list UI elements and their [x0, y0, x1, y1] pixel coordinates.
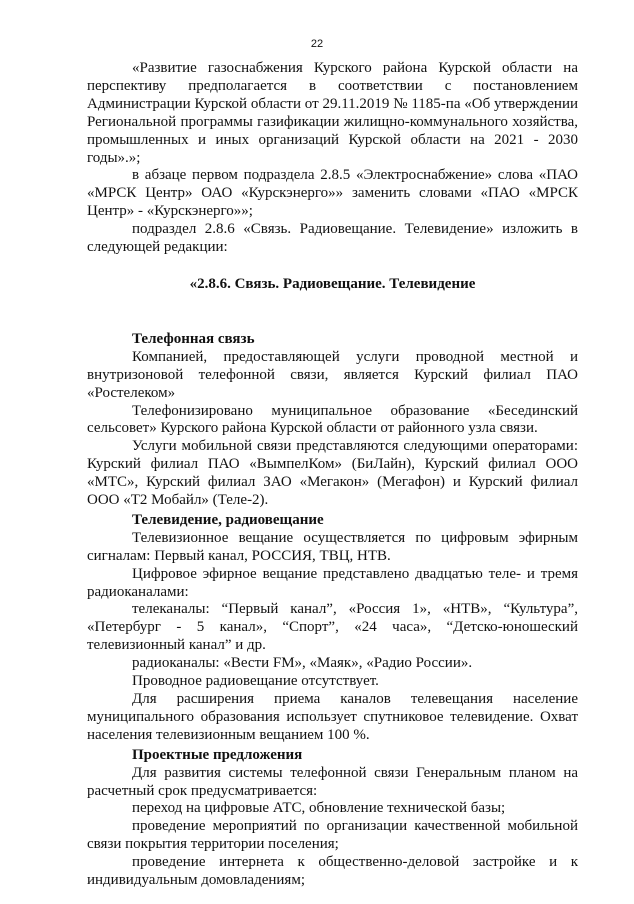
paragraph-telephonization: Телефонизировано муниципальное образование «Бесединский сельсовет» Курского района Курской области от районного узла связи.	[87, 402, 578, 437]
paragraph-wired-radio: Проводное радиовещание отсутствует.	[132, 673, 379, 690]
paragraph-digital-ats: переход на цифровые АТС, обновление технической базы;	[132, 800, 506, 817]
paragraph-mobile-operators: Услуги мобильной связи представляются следующими операторами: Курский филиал ПАО «ВымпелКом» (БиЛайн), Курский филиал ООО «МТС», Курский филиал ЗАО «Мегакон» (Мегафон) и Курский филиал ООО «Т2 Мобайл» (Теле-2).	[87, 438, 578, 509]
heading-proposals: Проектные предложения	[132, 746, 303, 763]
paragraph-communications-intro: подраздел 2.8.6 «Связь. Радиовещание. Телевидение» изложить в следующей редакции:	[87, 221, 578, 256]
paragraph-internet: проведение интернета к общественно-деловой застройке и к индивидуальным домовладениям;	[87, 854, 578, 889]
paragraph-tv-channels: телеканалы: “Первый канал”, «Россия 1», «НТВ», “Культура”, «Петербург - 5 канал», “Спорт”, «24 часа», “Детско-юношеский телевизионный канал” и др.	[87, 601, 578, 654]
document-body	[87, 60, 578, 890]
paragraph-electricity-amendment: в абзаце первом подраздела 2.8.5 «Электроснабжение» слова «ПАО «МРСК Центр» ОАО «Курскэнерго»» заменить словами «ПАО «МРСК Центр» - «Курскэнерго»»;	[87, 167, 578, 220]
paragraph-mobile-coverage: проведение мероприятий по организации качественной мобильной связи покрытия территории поселения;	[87, 818, 578, 853]
paragraph-tv-broadcast: Телевизионное вещание осуществляется по цифровым эфирным сигналам: Первый канал, РОССИЯ, ТВЦ, НТВ.	[87, 529, 578, 564]
page-number: 22	[310, 38, 324, 50]
section-title: «2.8.6. Связь. Радиовещание. Телевидение	[189, 275, 476, 292]
paragraph-digital-broadcast: Цифровое эфирное вещание представлено двадцатью теле- и тремя радиоканалами:	[87, 565, 578, 600]
paragraph-satellite-tv: Для расширения приема каналов телевещания население муниципального образования использует спутниковое телевидение. Охват населения телевизионным вещанием 100 %.	[87, 691, 578, 743]
paragraph-gas-development: «Развитие газоснабжения Курского района Курской области на перспективу предполагается в соответствии с постановлением Администрации Курской области от 29.11.2019 № 1185-па «Об утверждении Региональной программы газификации жилищно-коммунального хозяйства, промышленных и иных организаций Курской области на 2021 - 2030 годы».»;	[87, 60, 578, 166]
paragraph-radio-channels: радиоканалы: «Вести FM», «Маяк», «Радио России».	[132, 655, 473, 672]
heading-tv-radio: Телевидение, радиовещание	[132, 511, 324, 528]
heading-telephone: Телефонная связь	[132, 330, 255, 347]
paragraph-telephone-provider: Компанией, предоставляющей услуги проводной местной и внутризоновой телефонной связи, является Курский филиал ПАО «Ростелеком»	[87, 348, 578, 401]
paragraph-proposals-intro: Для развития системы телефонной связи Генеральным планом на расчетный срок предусматривается:	[87, 764, 578, 799]
